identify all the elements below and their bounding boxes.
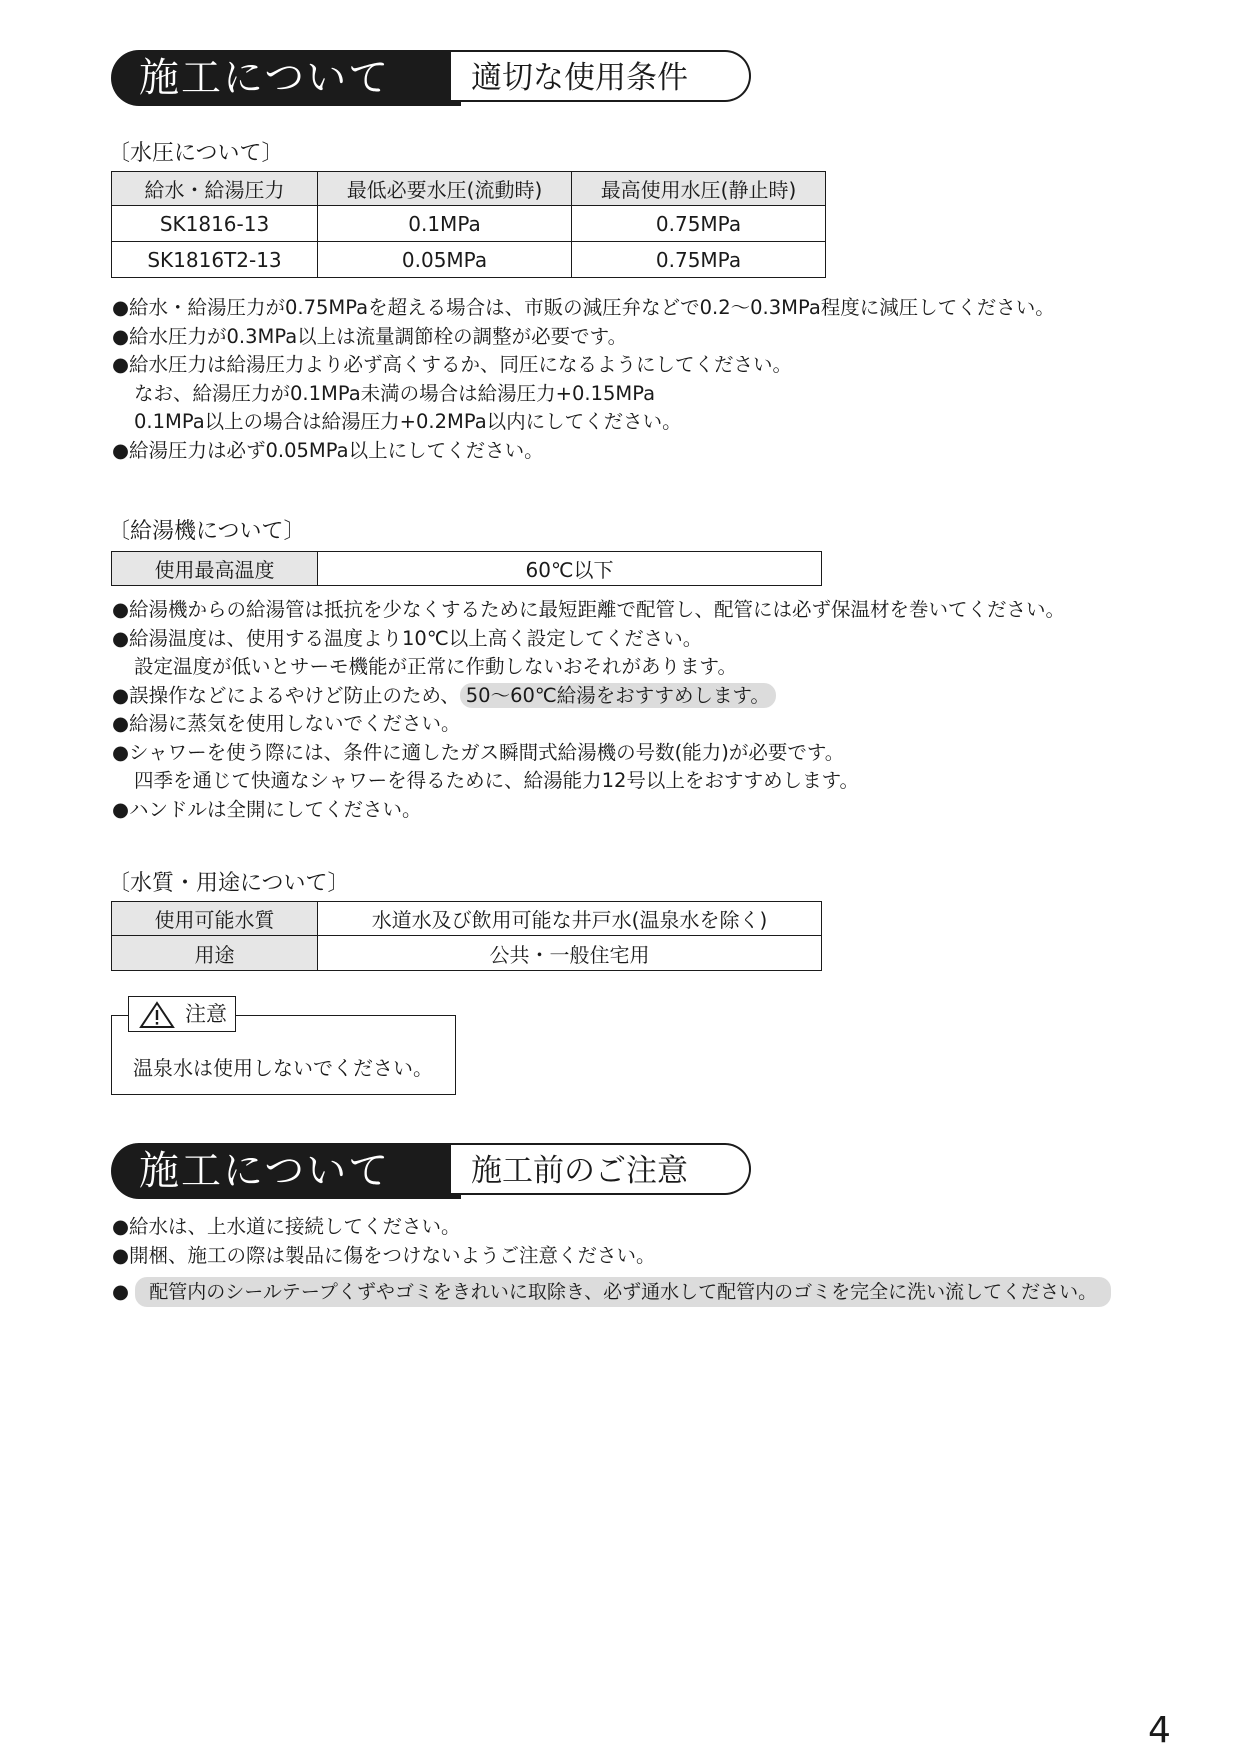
note-line: 0.1MPa以上の場合は給湯圧力+0.2MPa以内にしてください。: [134, 410, 682, 433]
water-quality-table: [111, 901, 822, 971]
water-heater-table: [111, 551, 822, 586]
note-line: 設定温度が低いとサーモ機能が正常に作動しないおそれがあります。: [134, 655, 737, 678]
bullet-mark: ●: [112, 1280, 130, 1303]
table-label-cell: 使用最高温度: [112, 552, 318, 586]
table-cell: SK1816-13: [112, 206, 318, 242]
banner-light-label: 施工前のご注意: [451, 1143, 751, 1195]
note-line: [112, 1278, 1111, 1307]
table-cell: SK1816T2-13: [112, 242, 318, 278]
note-line: なお、給湯圧力が0.1MPa未満の場合は給湯圧力+0.15MPa: [134, 381, 656, 405]
page-number: 4: [1148, 1710, 1171, 1751]
table-header-cell: 最低必要水圧(流動時): [318, 172, 572, 206]
caution-tab: [128, 996, 236, 1032]
table-row: [112, 552, 822, 586]
water-quality-title: 〔水質・用途について〕: [108, 871, 350, 896]
table-label-cell: 用途: [112, 936, 318, 971]
table-cell: 0.75MPa: [572, 206, 826, 242]
water-heater-notes: [112, 596, 1065, 824]
highlighted-note: 50～60℃給湯をおすすめします。: [460, 683, 776, 708]
note-text: ●誤操作などによるやけど防止のため、: [112, 683, 460, 707]
note-line: ●給水・給湯圧力が0.75MPaを超える場合は、市販の減圧弁などで0.2～0.3MPa程度に減圧してください。: [112, 296, 1055, 319]
section-banner-precautions: [111, 1143, 751, 1199]
note-line: ●給湯圧力は必ず0.05MPa以上にしてください。: [112, 438, 544, 462]
table-label-cell: 使用可能水質: [112, 902, 318, 936]
note-line: ●給湯機からの給湯管は抵抗を少なくするために最短距離で配管し、配管には必ず保温材を巻いてください。: [112, 598, 1066, 621]
table-header-row: [112, 172, 826, 206]
note-line: ●ハンドルは全開にしてください。: [112, 797, 422, 821]
water-pressure-table: [111, 171, 826, 278]
note-line: ●シャワーを使う際には、条件に適したガス瞬間式給湯機の号数(能力)が必要です。: [112, 740, 845, 764]
table-cell: 0.05MPa: [318, 242, 572, 278]
table-header-cell: 最高使用水圧(静止時): [572, 172, 826, 206]
table-cell: 公共・一般住宅用: [318, 936, 822, 971]
note-line: ●給水は、上水道に接続してください。: [112, 1215, 461, 1238]
table-row: [112, 936, 822, 971]
note-line: ●給水圧力が0.3MPa以上は流量調節栓の調整が必要です。: [112, 324, 628, 348]
note-line: ●給湯温度は、使用する温度より10℃以上高く設定してください。: [112, 626, 703, 650]
water-heater-title: 〔給湯機について〕: [108, 519, 306, 544]
banner-dark-label: 施工について: [111, 50, 461, 106]
caution-label: 注意: [185, 1002, 227, 1026]
table-cell: 0.1MPa: [318, 206, 572, 242]
table-row: [112, 902, 822, 936]
table-cell: 60℃以下: [318, 552, 822, 586]
note-line: ●開梱、施工の際は製品に傷をつけないようご注意ください。: [112, 1243, 656, 1267]
table-header-cell: 給水・給湯圧力: [112, 172, 318, 206]
note-line: ●給水圧力は給湯圧力より必ず高くするか、同圧になるようにしてください。: [112, 353, 793, 376]
section-banner-conditions: [111, 50, 751, 106]
banner-light-label: 適切な使用条件: [451, 50, 751, 102]
water-pressure-notes: [112, 294, 1055, 465]
pre-construction-notes: [112, 1213, 1111, 1307]
caution-text: 温泉水は使用しないでください。: [133, 1056, 433, 1080]
note-line: [112, 682, 1065, 711]
table-row: [112, 242, 826, 278]
note-line: 四季を通じて快適なシャワーを得るために、給湯能力12号以上をおすすめします。: [134, 769, 860, 792]
table-cell: 水道水及び飲用可能な井戸水(温泉水を除く): [318, 902, 822, 936]
table-cell: 0.75MPa: [572, 242, 826, 278]
table-row: [112, 206, 826, 242]
water-pressure-title: 〔水圧について〕: [108, 141, 284, 166]
warning-triangle-icon: [139, 1001, 175, 1029]
highlighted-note: 配管内のシールテープくずやゴミをきれいに取除き、必ず通水して配管内のゴミを完全に洗い流してください。: [135, 1277, 1111, 1307]
note-line: ●給湯に蒸気を使用しないでください。: [112, 712, 461, 735]
banner-dark-label: 施工について: [111, 1143, 461, 1199]
